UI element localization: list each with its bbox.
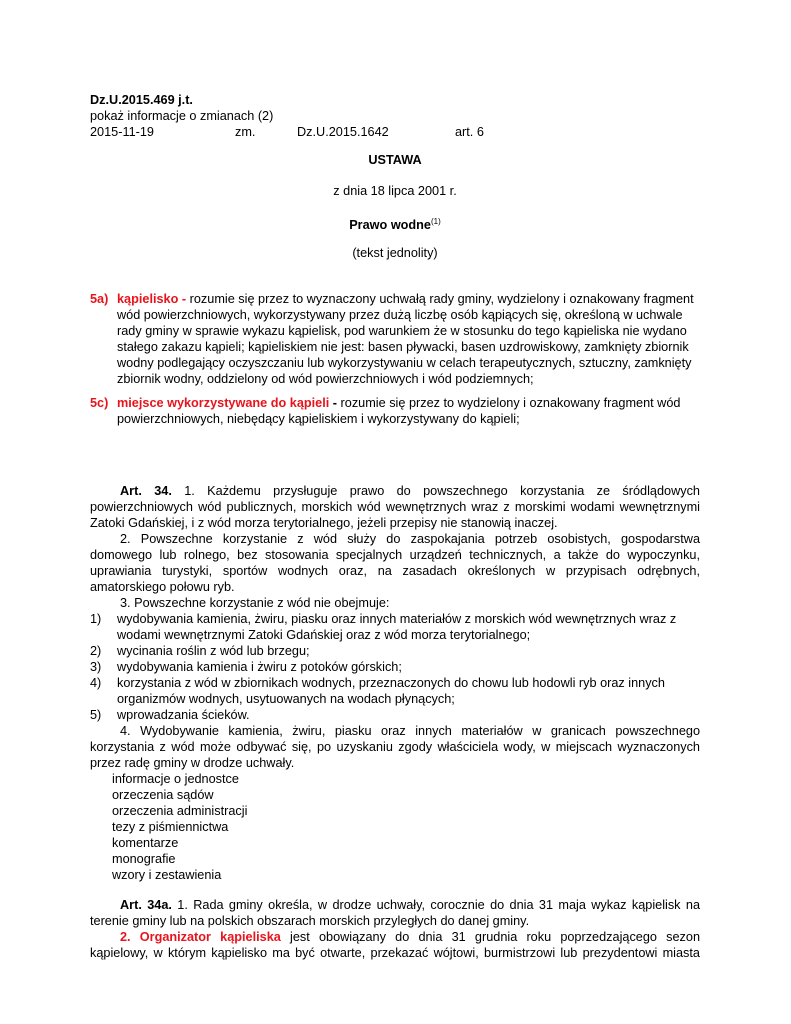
link-unit-info[interactable]: informacje o jednostce bbox=[112, 772, 239, 786]
definition-line: stałego zakazu kąpieli; kąpieliskiem nie jest: basen pływacki, basen uzdrowiskowy, zamknięty zbiornik bbox=[117, 340, 689, 354]
list-line: wycinania roślin z wód lub brzegu; bbox=[117, 644, 310, 658]
paragraph-line: korzystania z wód może odbywać się, po uzyskaniu zgody właściciela wody, w miejscach wyznaczonych bbox=[90, 740, 700, 754]
act-version: (tekst jednolity) bbox=[352, 246, 438, 260]
link-commentaries[interactable]: komentarze bbox=[112, 836, 179, 850]
article-label: Art. 34. bbox=[120, 484, 172, 498]
definition-term: miejsce wykorzystywane do kąpieli bbox=[117, 396, 330, 410]
link-admin-rulings[interactable]: orzeczenia administracji bbox=[112, 804, 248, 818]
definition-tag: 5c) bbox=[90, 396, 109, 410]
list-line: wydobywania kamienia i żwiru z potoków górskich; bbox=[117, 660, 402, 674]
changes-info-link[interactable]: pokaż informacje o zmianach (2) bbox=[90, 109, 274, 123]
link-literature-theses[interactable]: tezy z piśmiennictwa bbox=[112, 820, 229, 834]
act-footnote[interactable]: (1) bbox=[431, 217, 441, 226]
definition-line: wód powierzchniowych, wykorzystywany przez dużą liczbę osób kąpiących się, określoną w uchwale bbox=[117, 308, 683, 322]
paragraph-line: Zatoki Gdańskiej, i z wód morza terytorialnego, jeżeli przepisy nie stanowią inaczej. bbox=[90, 516, 558, 530]
act-date: z dnia 18 lipca 2001 r. bbox=[333, 184, 457, 198]
list-line: organizmów wodnych, usytuowanych na wodach płynących; bbox=[117, 692, 455, 706]
definition-line: rady gminy w sprawie wykazu kąpielisk, pod warunkiem że w stosunku do tego kąpieliska nie wydano bbox=[117, 324, 687, 338]
paragraph-line: uprawiania turystyki, sportów wodnych oraz, na zasadach określonych w przypisach odrębnych, bbox=[90, 564, 700, 578]
link-monographs[interactable]: monografie bbox=[112, 852, 176, 866]
list-line: wodami wewnętrznymi Zatoki Gdańskiej oraz z wód morza terytorialnego; bbox=[117, 628, 531, 642]
paragraph-line: 4. Wydobywanie kamienia, żwiru, piasku oraz innych materiałów w granicach powszechnego bbox=[120, 724, 700, 738]
paragraph-text: jest obowiązany do dnia 31 grudnia roku poprzedzającego sezon bbox=[280, 930, 700, 944]
definition-dash: - bbox=[329, 396, 338, 410]
change-row bbox=[90, 124, 700, 140]
link-court-rulings[interactable]: orzeczenia sądów bbox=[112, 788, 214, 802]
article-label: Art. 34a. bbox=[120, 898, 172, 912]
art34a-para1-line1 bbox=[120, 897, 700, 913]
definition-tag: 5a) bbox=[90, 292, 109, 306]
act-name-text: Prawo wodne bbox=[349, 218, 431, 232]
journal-reference: Dz.U.2015.469 j.t. bbox=[90, 93, 193, 107]
act-title: USTAWA bbox=[368, 153, 422, 167]
definition-term: kąpielisko - bbox=[117, 292, 187, 306]
paragraph-line: terenie gminy lub na polskich obszarach morskich przyległych do danej gminy. bbox=[90, 914, 530, 928]
list-line: wydobywania kamienia, żwiru, piasku oraz innych materiałów z morskich wód wewnętrznych wraz z bbox=[117, 612, 677, 626]
link-templates[interactable]: wzory i zestawienia bbox=[112, 868, 222, 882]
paragraph-line: amatorskiego połowu ryb. bbox=[90, 580, 235, 594]
highlighted-term: 2. Organizator kąpieliska bbox=[120, 930, 281, 944]
list-number: 5) bbox=[90, 708, 102, 722]
list-number: 3) bbox=[90, 660, 102, 674]
art34-para1-line1 bbox=[120, 483, 700, 499]
paragraph-text: 1. Każdemu przysługuje prawo do powszechnego korzystania ze śródlądowych bbox=[171, 484, 700, 498]
paragraph-line: przez radę gminy w drodze uchwały. bbox=[90, 756, 295, 770]
definition-line: rozumie się przez to wyznaczony uchwałą rady gminy, wydzielony i oznakowany fragment bbox=[186, 292, 694, 306]
change-article: art. 6 bbox=[455, 125, 484, 139]
act-name bbox=[90, 214, 700, 233]
list-line: wprowadzania ścieków. bbox=[117, 708, 250, 722]
art34a-para2-line1 bbox=[120, 929, 700, 945]
paragraph-text: 1. Rada gminy określa, w drodze uchwały, corocznie do dnia 31 maja wykaz kąpielisk na bbox=[171, 898, 700, 912]
paragraph-line: 3. Powszechne korzystanie z wód nie obejmuje: bbox=[120, 596, 390, 610]
change-type: zm. bbox=[235, 125, 256, 139]
definition-line: wodny podlegający oczyszczaniu lub wykorzystywaniu w celach terapeutycznych, sztuczny, zamknięty bbox=[117, 356, 692, 370]
paragraph-line: kąpielowy, w którym kąpielisko ma być otwarte, przekazać wójtowi, burmistrzowi lub prezydentowi miasta bbox=[90, 946, 700, 960]
paragraph-line: domowego lub rolnego, bez stosowania specjalnych urządzeń technicznych, a także do wypoczynku, bbox=[90, 548, 700, 562]
change-reference-link[interactable]: Dz.U.2015.1642 bbox=[297, 125, 389, 139]
paragraph-line: 2. Powszechne korzystanie z wód służy do zaspokajania potrzeb osobistych, gospodarstwa bbox=[120, 532, 700, 546]
list-line: korzystania z wód w zbiornikach wodnych, przeznaczonych do chowu lub hodowli ryb oraz innych bbox=[117, 676, 665, 690]
list-number: 2) bbox=[90, 644, 102, 658]
list-number: 1) bbox=[90, 612, 102, 626]
paragraph-line: powierzchniowych wód publicznych, morskich wód wewnętrznych wraz z morskimi wodami wewnętrznymi bbox=[90, 500, 700, 514]
list-number: 4) bbox=[90, 676, 102, 690]
definition-line: powierzchniowych, niebędący kąpieliskiem i wykorzystywany do kąpieli; bbox=[117, 412, 520, 426]
definition-line: zbiornik wodny, oddzielony od wód powierzchniowych i wód podziemnych; bbox=[117, 372, 534, 386]
definition-line: rozumie się przez to wydzielony i oznakowany fragment wód bbox=[337, 396, 681, 410]
change-date: 2015-11-19 bbox=[90, 125, 154, 139]
